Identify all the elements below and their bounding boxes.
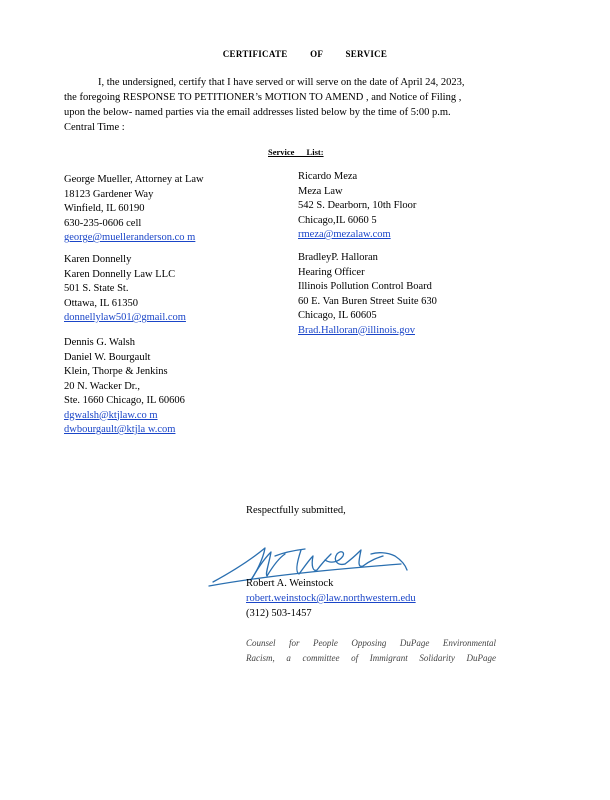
signer-block [246,576,416,621]
email-link[interactable]: dgwalsh@ktjlaw.co m [64,409,158,421]
email-link[interactable]: george@muelleranderson.co m [64,232,196,243]
contact-line: George Mueller, Attorney at Law [64,174,204,185]
contact-line: Klein, Thorpe & Jenkins [64,366,168,377]
contact-line: 20 N. Wacker Dr., [64,380,140,392]
service-contact [64,173,204,246]
signature-text: Robert A. Weinstock [205,530,214,531]
contact-line: Karen Donnelly Law LLC [64,268,176,280]
contact-line: 630-235-0606 cell [64,217,142,229]
contact-line: 60 E. Van Buren Street Suite 630 [298,295,437,307]
service-contact [298,251,437,338]
intro-line: I, the undersigned, certify that I have served or will serve on the date of April 24, 2023, [98,77,465,88]
contact-line: 542 S. Dearborn, 10th Floor [298,200,417,211]
counsel-line: Racism, a committee of Immigrant Solidarity DuPage [246,653,496,663]
email-link[interactable]: rmeza@mezalaw.com [298,229,391,240]
closing-phrase: Respectfully submitted, [246,505,346,516]
contact-line: 501 S. State St. [64,283,129,294]
service-list-heading: Service List: [268,147,324,157]
document-title: CERTIFICATE OF SERVICE [222,49,388,59]
signer-phone: (312) 503-1457 [246,608,312,619]
service-contact [64,336,185,438]
contact-line: Dennis G. Walsh [64,337,135,348]
contact-line: 18123 Gardener Way [64,188,154,200]
signer-email[interactable]: robert.weinstock@law.northwestern.edu [246,593,416,604]
contact-line: Winfield, IL 60190 [64,203,145,214]
contact-line: Karen Donnelly [64,254,132,265]
contact-line: Hearing Officer [298,266,365,278]
email-link[interactable]: donnellylaw501@gmail.com [64,312,186,323]
contact-line: Ricardo Meza [298,171,358,182]
contact-line: Meza Law [298,185,343,197]
intro-line: Central Time : [64,122,125,133]
contact-line: Ottawa, IL 61350 [64,297,138,309]
contact-line: Ste. 1660 Chicago, IL 60606 [64,395,185,406]
counsel-line: Counsel for People Opposing DuPage Environmental [246,638,496,648]
email-link[interactable]: Brad.Halloran@illinois.gov [298,324,415,336]
contact-line: Daniel W. Bourgault [64,351,151,363]
intro-line: the foregoing RESPONSE TO PETITIONER’s MOTION TO AMEND , and Notice of Filing , [64,92,462,103]
contact-line: Chicago,IL 6060 5 [298,214,377,226]
signer-name: Robert A. Weinstock [246,578,334,589]
service-contact [298,170,416,243]
intro-paragraph [64,75,534,135]
intro-line: upon the below- named parties via the email addresses listed below by the time of 5:00 p.m. [64,107,451,118]
service-contact [64,253,186,326]
contact-line: Chicago, IL 60605 [298,310,377,321]
contact-line: Illinois Pollution Control Board [298,281,432,292]
contact-line: BradleyP. Halloran [298,252,378,263]
counsel-note [246,636,496,666]
email-link[interactable]: dwbourgault@ktjla w.com [64,424,176,435]
